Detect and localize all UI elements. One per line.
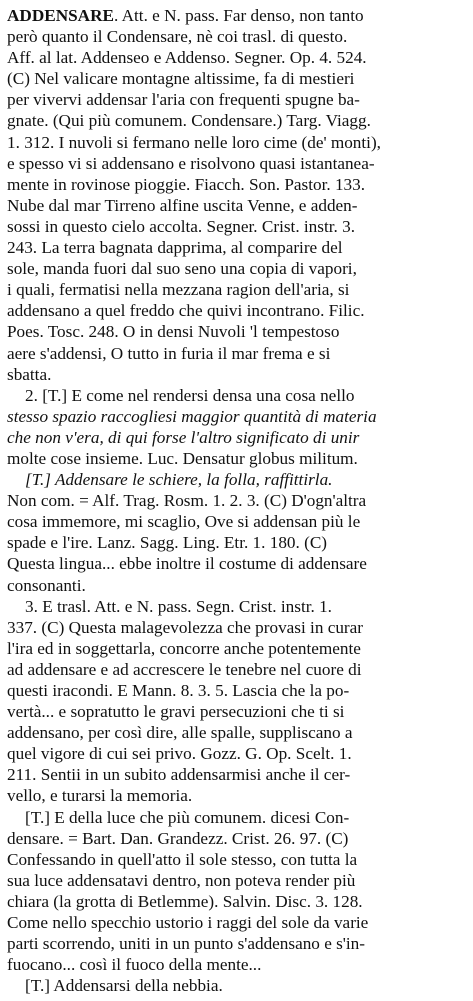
text-line: mente in rovinose pioggie. Fiacch. Son. Pastor. 133. [7, 174, 366, 194]
text-line [7, 5, 465, 26]
text-line: e spesso vi si addensano e risolvono quasi istantanea- [7, 153, 375, 173]
text-line: consonanti. [7, 575, 86, 595]
text-line: per vivervi addensar l'aria con frequenti spugne ba- [7, 90, 360, 110]
text-line: aere s'addensi, O tutto in furia il mar frema e si [7, 343, 331, 363]
text-line: Aff. al lat. Addenseo e Addenso. Segner. Op. 4. 524. [7, 48, 367, 68]
sense-3b-paragraph [7, 807, 465, 976]
text-line: cosa immemore, mi scaglio, Ove si addensan più le [7, 512, 361, 532]
text-line: fuocano... così il fuoco della mente... [7, 955, 262, 975]
text-line: vertà... e sopratutto le gravi persecuzioni che ti si [7, 702, 345, 722]
text-line: l'ira ed in soggettarla, concorre anche potentemente [7, 638, 361, 658]
text-line: densare. = Bart. Dan. Grandezz. Crist. 26. 97. (C) [7, 828, 349, 848]
sense-2-paragraph [7, 385, 465, 469]
text-line: 2. [T.] E come nel rendersi densa una cosa nello [25, 385, 355, 405]
text-line: addensano a quel freddo che quivi incontrano. Filic. [7, 301, 365, 321]
text-line: però quanto il Condensare, nè coi trasl. di questo. [7, 27, 348, 47]
text-line: spade e l'ire. Lanz. Sagg. Ling. Etr. 1. 180. (C) [7, 533, 328, 553]
text-line: 1. 312. I nuvoli si fermano nelle loro cime (de' monti), [7, 132, 381, 152]
text-line: sbatta. [7, 364, 52, 384]
text-line: sua luce addensatavi dentro, non poteva render più [7, 870, 356, 890]
text-line: 3. E trasl. Att. e N. pass. Segn. Crist. instr. 1. [25, 596, 332, 616]
text-line: [T.] Addensare le schiere, la folla, raffittirla. [25, 470, 333, 490]
text-line: che non v'era, di qui forse l'altro significato di unir [7, 427, 360, 447]
entry-paragraph [7, 5, 465, 385]
text-line: sossi in questo cielo accolta. Segner. Crist. instr. 3. [7, 216, 356, 236]
text-line: parti scorrendo, uniti in un punto s'addensano e s'in- [7, 934, 365, 954]
text-line: chiara (la grotta di Betlemme). Salvin. Disc. 3. 128. [7, 891, 363, 911]
text-line: [T.] E della luce che più comunem. dicesi Con- [25, 807, 350, 827]
text-line: quel vigore di cui sei privo. Gozz. G. Op. Scelt. 1. [7, 744, 352, 764]
text-line: ad addensare e ad accrescere le tenebre nel cuore di [7, 659, 362, 679]
text-line: gnate. (Qui più comunem. Condensare.) Targ. Viagg. [7, 111, 371, 131]
text-line: 243. La terra bagnata dapprima, al comparire del [7, 238, 343, 258]
text-line-rest: . Att. e N. pass. Far denso, non tanto [113, 6, 364, 25]
text-line: Poes. Tosc. 248. O in densi Nuvoli 'l tempestoso [7, 322, 340, 342]
text-line: 211. Sentii in un subito addensarmisi anche il cer- [7, 765, 351, 785]
text-line: molte cose insieme. Luc. Densatur globus militum. [7, 448, 358, 468]
text-line: Come nello specchio ustorio i raggi del sole da varie [7, 913, 369, 933]
text-line: vello, e turarsi la memoria. [7, 786, 193, 806]
text-line: stesso spazio raccogliesi maggior quantità di materia [7, 406, 377, 426]
sense-3-paragraph [7, 596, 465, 807]
text-line: Non com. = Alf. Trag. Rosm. 1. 2. 3. (C) D'ogn'altra [7, 491, 367, 511]
text-line: addensano, per così dire, alle spalle, suppliscano a [7, 723, 353, 743]
sense-2b-paragraph [7, 469, 465, 596]
text-line: Nube dal mar Tirreno alfine uscita Venne, e adden- [7, 195, 358, 215]
text-line: 337. (C) Questa malagevolezza che provasi in curar [7, 617, 364, 637]
headword: ADDENSARE [7, 6, 114, 25]
text-line: sole, manda fuori dal suo seno una copia di vapori, [7, 259, 357, 279]
text-line: (C) Nel valicare montagne altissime, fa di mestieri [7, 69, 355, 89]
text-line: Confessando in quell'atto il sole stesso, con tutta la [7, 849, 358, 869]
text-line: questi iracondi. E Mann. 8. 3. 5. Lascia che la po- [7, 681, 350, 700]
text-line: i quali, fermatisi nella mezzana ragion dell'aria, si [7, 280, 350, 300]
sense-3c-paragraph [7, 975, 465, 996]
text-line: [T.] Addensarsi della nebbia. [25, 976, 223, 996]
text-line: Questa lingua... ebbe inoltre il costume di addensare [7, 554, 367, 574]
